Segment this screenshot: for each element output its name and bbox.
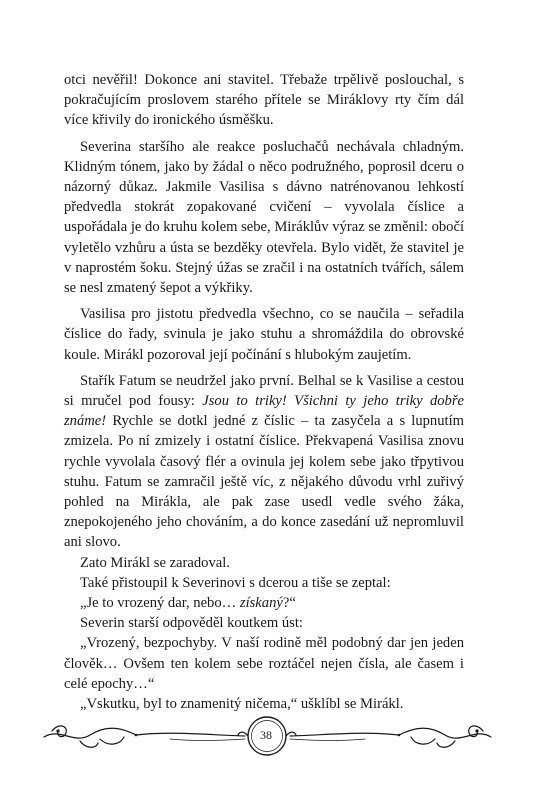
page-number: 38 xyxy=(260,728,272,742)
text-run: „Vrozený, bezpochyby. V naší rodině měl podobný dar jen jeden člověk… Ovšem ten kolem sebe roztáčel nejen čísla, ale časem i celé epochy…“ xyxy=(64,635,464,692)
italic-text: Jsou to triky! Všichni ty jeho triky dobře známe! xyxy=(64,393,464,430)
paragraph xyxy=(64,633,464,694)
text-run: Severin starší odpověděl koutkem úst: xyxy=(80,615,303,632)
text-run: Vasilisa pro jistotu předvedla všechno, co se naučila – seřadila číslice do řady, svinula je jako stuhu a shromáždila do obrovské koule. Mirákl pozoroval její počínání s hlubokým zaujetím. xyxy=(64,306,464,363)
text-run: Rychle se dotkl jedné z číslic – ta zasyčela a s lupnutím zmizela. Po ní zmizely i ostatní číslice. Překvapená Vasilisa znovu rychle vyvolala časový flér a ovinula jej kolem sebe jako třpytivou stuhu. Fatum se zamračil ještě víc, z nějakého důvodu vrhl zuřivý pohled na Mirákla, ale pak zase usedl vedle svého žáka, znepokojeného jeho chováním, a do konce zasedání už nepromluvil ani slovo. xyxy=(64,413,464,551)
paragraph xyxy=(64,593,464,613)
paragraph xyxy=(64,371,464,553)
text-run: „Vskutku, byl to znamenitý ničema,“ ušklíbl se Mirákl. xyxy=(80,696,404,713)
italic-text: získaný xyxy=(239,595,283,612)
paragraph xyxy=(64,304,464,365)
text-run: Stařík Fatum se neudržel jako první. Belhal se k Vasilise a cestou si mručel pod fousy: xyxy=(64,372,464,410)
paragraph xyxy=(64,573,464,593)
text-run: Také přistoupil k Severinovi s dcerou a tiše se zeptal: xyxy=(80,574,391,591)
text-run: Severina staršího ale reakce posluchačů nechávala chladným. Klidným tónem, jako by žádal o něco podružného, poprosil dceru o názorný důkaz. Jakmile Vasilisa s dávno natrénovanou lehkostí předvedla stokrát zopakované cvičení – vyvolala číslice a uspořádala je do kruhu kolem sebe, Miráklův výraz se změnil: obočí vyletělo vzhůru a ústa se bezděky otevřela. Bylo vidět, že stavitel je v naprostém šoku. Stejný úžas se zračil i na ostatních tvářích, sálem se nesl zmatený šepot a výkřiky. xyxy=(64,138,464,297)
paragraph xyxy=(64,70,464,131)
paragraph xyxy=(64,613,464,633)
text-run: „Je to vrozený dar, nebo… xyxy=(80,595,240,612)
text-run: otci nevěřil! Dokonce ani stavitel. Třebaže trpělivě poslouchal, s pokračujícím proslovem starého přítele se Miráklovy rty čím dál více křivily do ironického úsměšku. xyxy=(64,72,464,129)
paragraph xyxy=(64,553,464,573)
paragraph xyxy=(64,137,464,299)
body-text xyxy=(64,70,464,714)
text-run: ?“ xyxy=(282,595,296,612)
text-run: Zato Mirákl se zaradoval. xyxy=(80,554,230,571)
